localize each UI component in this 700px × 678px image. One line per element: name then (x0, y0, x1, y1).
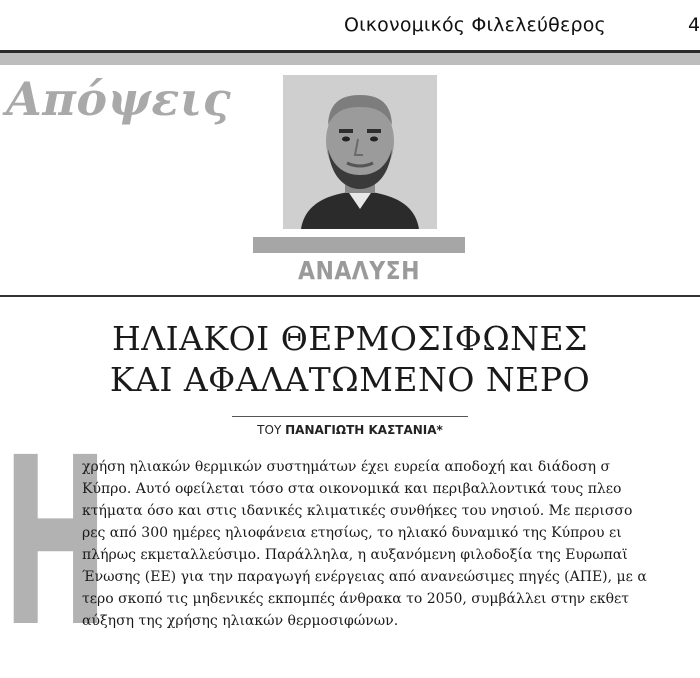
body-line: ρες από 300 ημέρες ηλιοφάνεια ετησίως, το ηλιακό δυναμικό της Κύπρου ει (82, 525, 622, 541)
analysis-label: ΑΝΑΛΥΣΗ (298, 256, 420, 285)
page-number: 4 (688, 14, 700, 36)
byline-author: ΠΑΝΑΓΙΩΤΗ ΚΑΣΤΑΝΙΑ* (285, 423, 443, 437)
byline (232, 423, 468, 437)
body-line: Κύπρο. Αυτό οφείλεται τόσο στα οικονομικά και περιβαλλοντικά τους πλεο (82, 481, 622, 497)
headline-line-2: ΚΑΙ ΑΦΑΛΑΤΩΜΕΝΟ ΝΕΡΟ (109, 360, 591, 399)
byline-divider (232, 416, 468, 417)
article-headline (0, 318, 700, 400)
headline-line-1: ΗΛΙΑΚΟΙ ΘΕΡΜΟΣΙΦΩΝΕΣ (112, 319, 588, 358)
section-divider (0, 295, 700, 297)
newspaper-name: Οικονομικός Φιλελεύθερος (344, 14, 606, 36)
body-line: τερο σκοπό τις μηδενικές εκπομπές άνθρακα το 2050, συμβάλλει στην εκθετ (82, 591, 630, 607)
section-title: Απόψεις (6, 72, 232, 126)
masthead-bar (0, 0, 700, 52)
author-photo (283, 75, 437, 229)
section-band (0, 53, 700, 65)
author-portrait-image (283, 75, 437, 229)
drop-cap: Η (2, 408, 109, 678)
photo-caption-bar (253, 237, 465, 253)
article-body (82, 456, 700, 632)
body-line: κτήματα όσο και στις ιδανικές κλιματικές συνθήκες του νησιού. Με περισσο (82, 503, 633, 519)
body-line: Ένωσης (ΕΕ) για την παραγωγή ενέργειας από ανανεώσιμες πηγές (ΑΠΕ), με α (82, 569, 647, 585)
body-line: χρήση ηλιακών θερμικών συστημάτων έχει ευρεία αποδοχή και διάδοση σ (82, 459, 611, 475)
body-line: αύξηση της χρήσης ηλιακών θερμοσιφώνων. (82, 613, 399, 629)
body-line: πλήρως εκμεταλλεύσιμο. Παράλληλα, η αυξανόμενη φιλοδοξία της Ευρωπαϊ (82, 547, 628, 563)
byline-prefix: ΤΟΥ (257, 423, 282, 437)
